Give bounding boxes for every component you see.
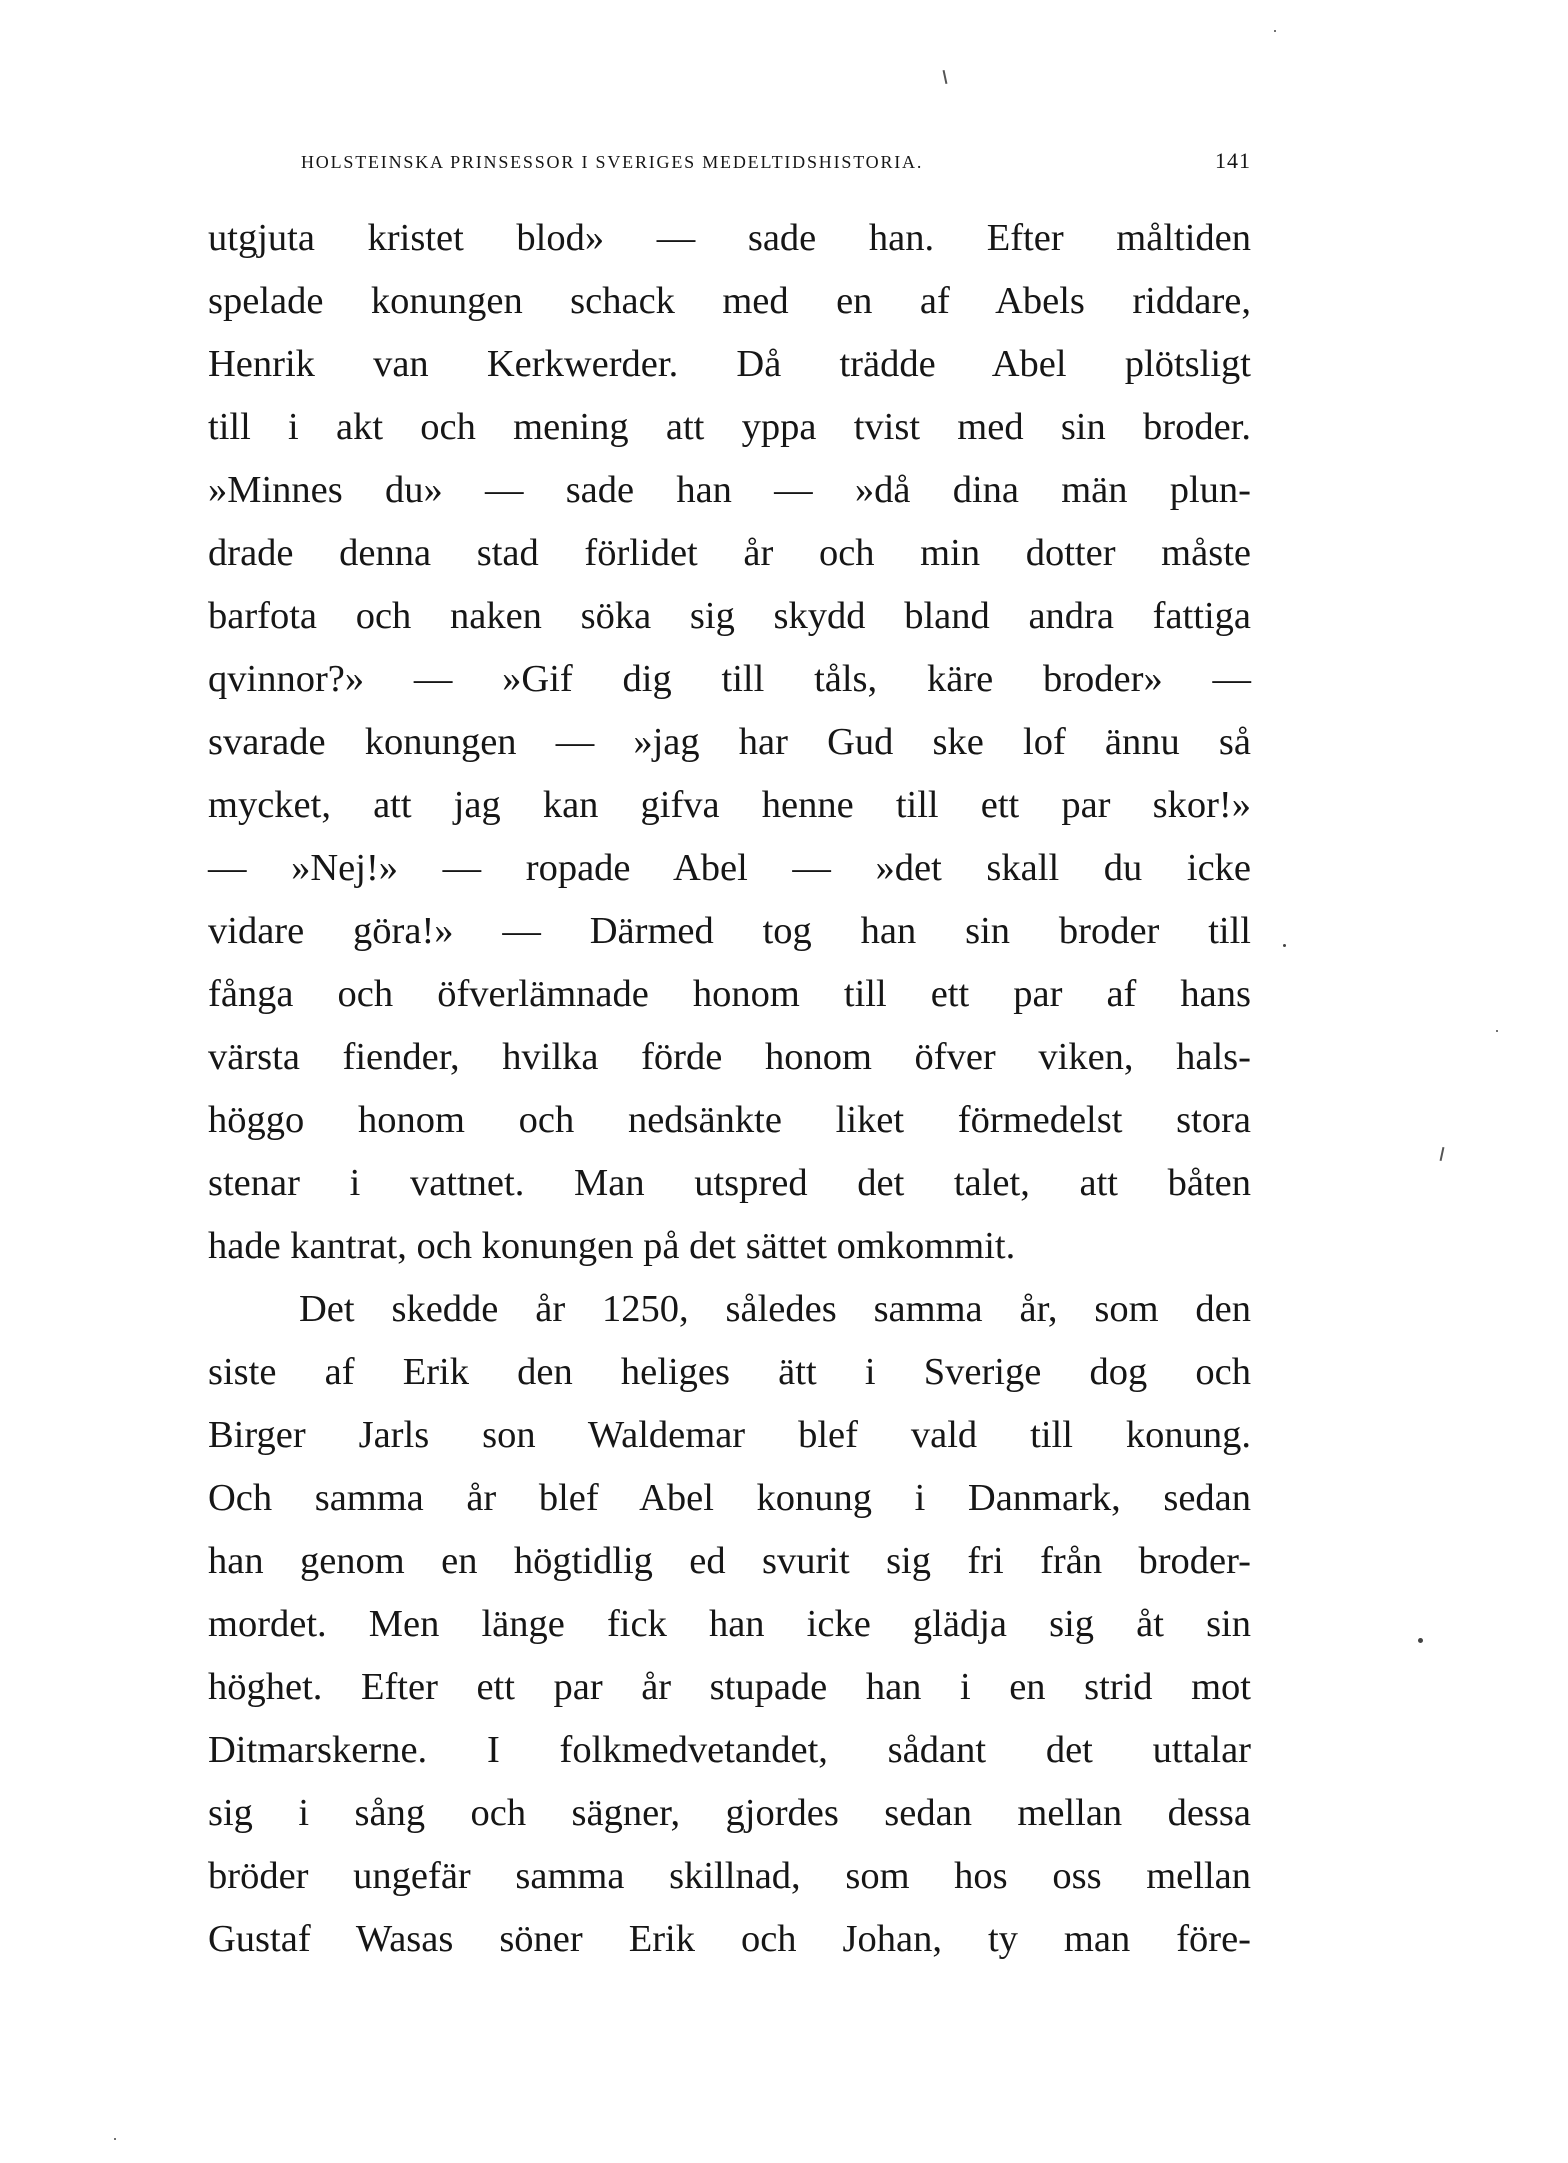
running-title: HOLSTEINSKA PRINSESSOR I SVERIGES MEDELTIDSHISTORIA. xyxy=(301,152,924,172)
text-line: fånga och öfverlämnade honom till ett par af hans xyxy=(208,973,1251,1015)
text-line: Och samma år blef Abel konung i Danmark, sedan xyxy=(208,1477,1251,1519)
scan-speck xyxy=(1283,944,1286,947)
scan-speck xyxy=(1274,30,1276,32)
text-line: spelade konungen schack med en af Abels riddare, xyxy=(208,280,1251,322)
scan-speck xyxy=(1496,1030,1498,1032)
text-line: — »Nej!» — ropade Abel — »det skall du icke xyxy=(208,847,1251,889)
body-text xyxy=(208,207,1251,1971)
text-line: Henrik van Kerkwerder. Då trädde Abel plötsligt xyxy=(208,343,1251,385)
text-line: barfota och naken söka sig skydd bland andra fattiga xyxy=(208,595,1251,637)
scan-mark xyxy=(1440,1147,1445,1161)
text-line: till i akt och mening att yppa tvist med sin broder. xyxy=(208,406,1251,448)
scan-speck xyxy=(114,2138,116,2140)
text-line: drade denna stad förlidet år och min dotter måste xyxy=(208,532,1251,574)
text-line: värsta fiender, hvilka förde honom öfver viken, hals- xyxy=(208,1036,1251,1078)
paragraph-end-line: hade kantrat, och konungen på det sättet omkommit. xyxy=(208,1225,1016,1267)
text-line: bröder ungefär samma skillnad, som hos oss mellan xyxy=(208,1855,1251,1897)
scan-speck xyxy=(1418,1638,1423,1643)
page-number: 141 xyxy=(1215,148,1251,173)
text-line: mycket, att jag kan gifva henne till ett par skor!» xyxy=(208,784,1251,826)
text-line: höghet. Efter ett par år stupade han i en strid mot xyxy=(208,1666,1251,1708)
text-line: sig i sång och sägner, gjordes sedan mellan dessa xyxy=(208,1792,1251,1834)
text-line: Gustaf Wasas söner Erik och Johan, ty man före- xyxy=(208,1918,1251,1960)
text-line: Ditmarskerne. I folkmedvetandet, sådant det uttalar xyxy=(208,1729,1251,1771)
text-line: Birger Jarls son Waldemar blef vald till konung. xyxy=(208,1414,1251,1456)
text-line: mordet. Men länge fick han icke glädja sig åt sin xyxy=(208,1603,1251,1645)
paragraph-start-line: Det skedde år 1250, således samma år, som den xyxy=(299,1288,1251,1330)
text-line: höggo honom och nedsänkte liket förmedelst stora xyxy=(208,1099,1251,1141)
running-head xyxy=(301,148,1251,174)
scan-mark xyxy=(943,70,948,84)
text-line: qvinnor?» — »Gif dig till tåls, käre broder» — xyxy=(208,658,1251,700)
text-line: utgjuta kristet blod» — sade han. Efter måltiden xyxy=(208,217,1251,259)
text-line: siste af Erik den heliges ätt i Sverige dog och xyxy=(208,1351,1251,1393)
text-line: han genom en högtidlig ed svurit sig fri från broder- xyxy=(208,1540,1251,1582)
text-line: svarade konungen — »jag har Gud ske lof ännu så xyxy=(208,721,1251,763)
text-line: »Minnes du» — sade han — »då dina män plun- xyxy=(208,469,1251,511)
text-line: stenar i vattnet. Man utspred det talet, att båten xyxy=(208,1162,1251,1204)
text-line: vidare göra!» — Därmed tog han sin broder till xyxy=(208,910,1251,952)
